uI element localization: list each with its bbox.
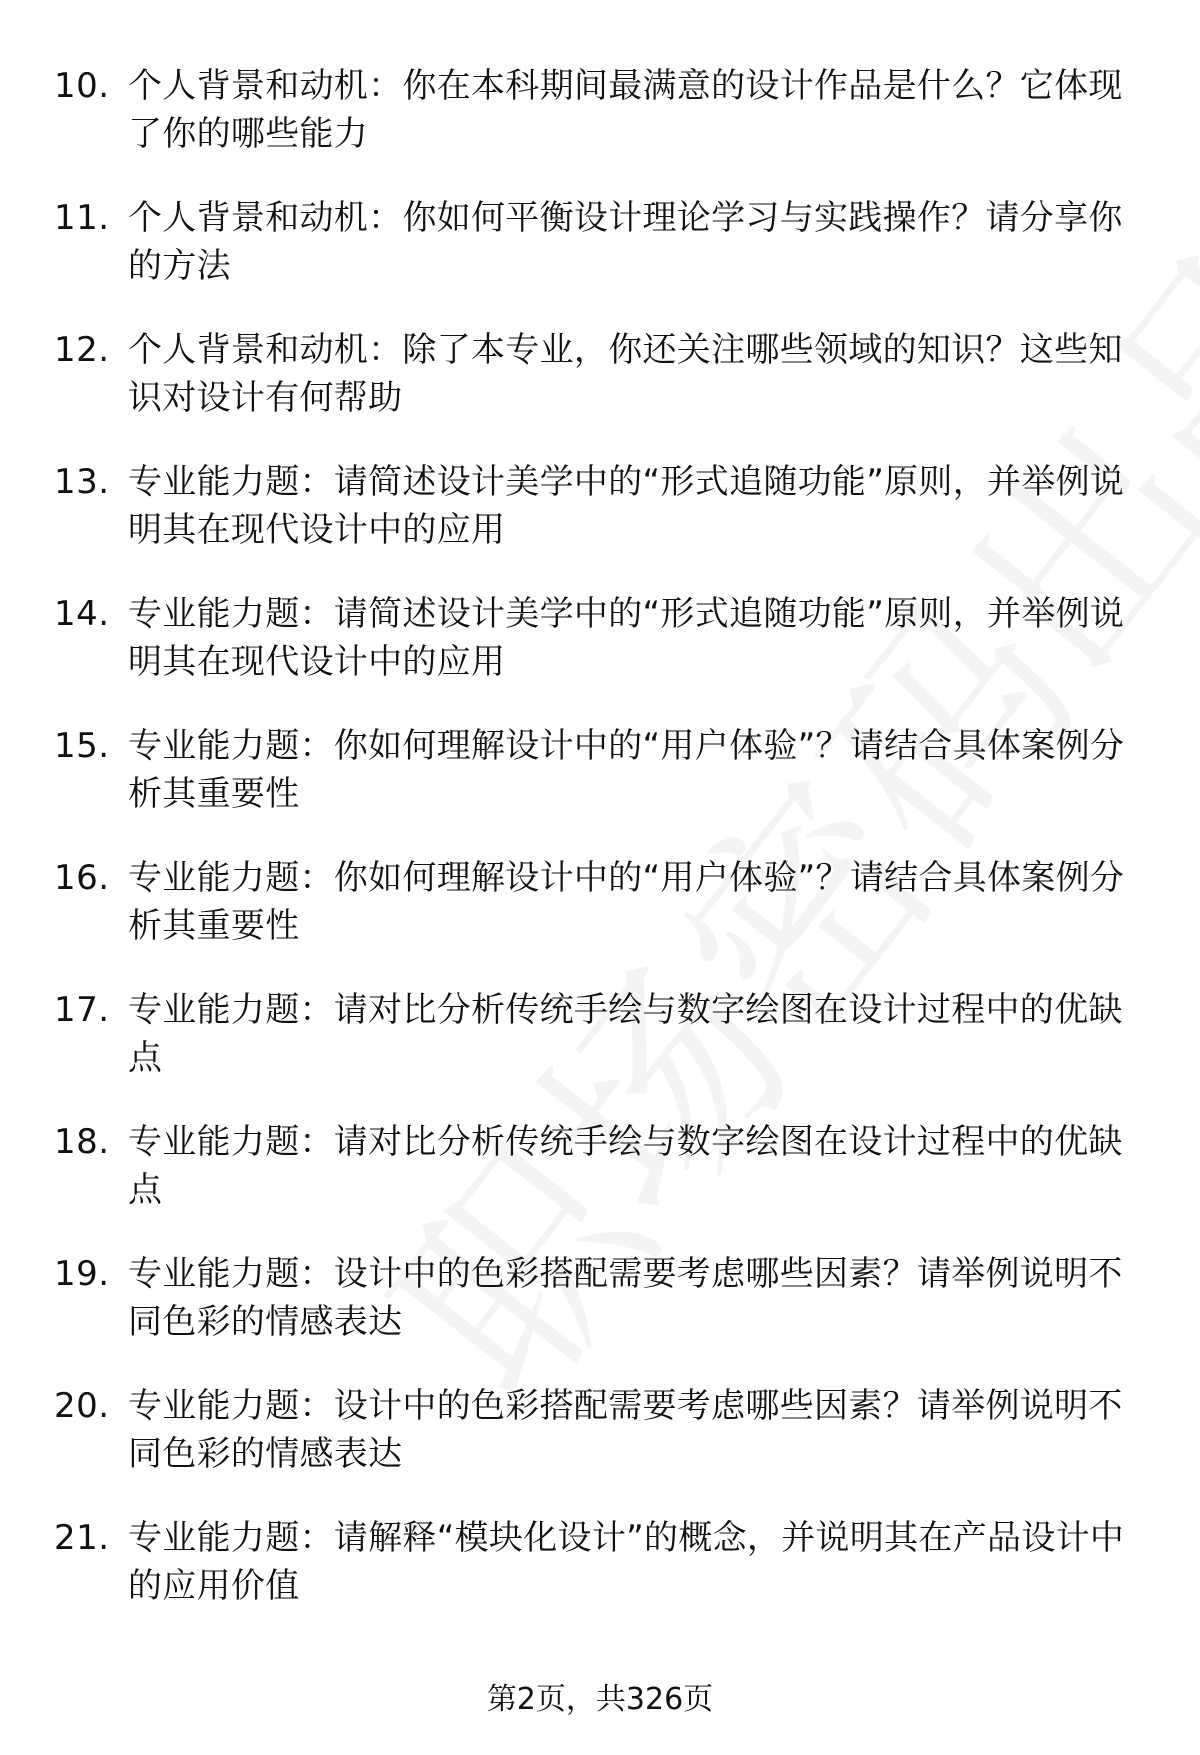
question-item — [0, 986, 1200, 1118]
question-text: 个人背景和动机：除了本专业，你还关注哪些领域的知识？这些知识对设计有何帮助 — [128, 330, 1123, 418]
question-text: 专业能力题：设计中的色彩搭配需要考虑哪些因素？请举例说明不同色彩的情感表达 — [128, 1254, 1123, 1342]
question-number: 18. — [54, 1122, 110, 1162]
question-item — [0, 854, 1200, 986]
question-item — [0, 722, 1200, 854]
question-text: 专业能力题：请对比分析传统手绘与数字绘图在设计过程中的优缺点 — [128, 990, 1123, 1078]
question-number: 14. — [54, 594, 110, 634]
question-number: 11. — [54, 198, 110, 238]
question-text: 个人背景和动机：你如何平衡设计理论学习与实践操作？请分享你的方法 — [128, 198, 1123, 286]
question-number: 16. — [54, 858, 110, 898]
question-text: 专业能力题：设计中的色彩搭配需要考虑哪些因素？请举例说明不同色彩的情感表达 — [128, 1386, 1123, 1474]
question-item — [0, 1118, 1200, 1250]
question-number: 19. — [54, 1254, 110, 1294]
question-text: 专业能力题：你如何理解设计中的“用户体验”？请结合具体案例分析其重要性 — [128, 726, 1125, 814]
question-text: 专业能力题：请简述设计美学中的“形式追随功能”原则，并举例说明其在现代设计中的应用 — [128, 594, 1125, 682]
question-number: 15. — [54, 726, 110, 766]
question-item — [0, 1514, 1200, 1646]
question-number: 12. — [54, 330, 110, 370]
question-item — [0, 326, 1200, 458]
question-number: 17. — [54, 990, 110, 1030]
question-item — [0, 194, 1200, 326]
question-text: 专业能力题：请对比分析传统手绘与数字绘图在设计过程中的优缺点 — [128, 1122, 1123, 1210]
question-item — [0, 62, 1200, 194]
question-text: 专业能力题：你如何理解设计中的“用户体验”？请结合具体案例分析其重要性 — [128, 858, 1125, 946]
question-number: 10. — [54, 66, 110, 106]
question-list — [0, 62, 1200, 1646]
question-number: 13. — [54, 462, 110, 502]
question-item — [0, 1250, 1200, 1382]
question-text: 个人背景和动机：你在本科期间最满意的设计作品是什么？它体现了你的哪些能力 — [128, 66, 1123, 154]
question-text: 专业能力题：请简述设计美学中的“形式追随功能”原则，并举例说明其在现代设计中的应用 — [128, 462, 1125, 550]
question-item — [0, 1382, 1200, 1514]
question-item — [0, 590, 1200, 722]
question-number: 21. — [54, 1518, 110, 1558]
page-number-footer: 第2页，共326页 — [486, 1682, 714, 1717]
question-number: 20. — [54, 1386, 110, 1426]
question-text: 专业能力题：请解释“模块化设计”的概念，并说明其在产品设计中的应用价值 — [128, 1518, 1125, 1606]
question-item — [0, 458, 1200, 590]
